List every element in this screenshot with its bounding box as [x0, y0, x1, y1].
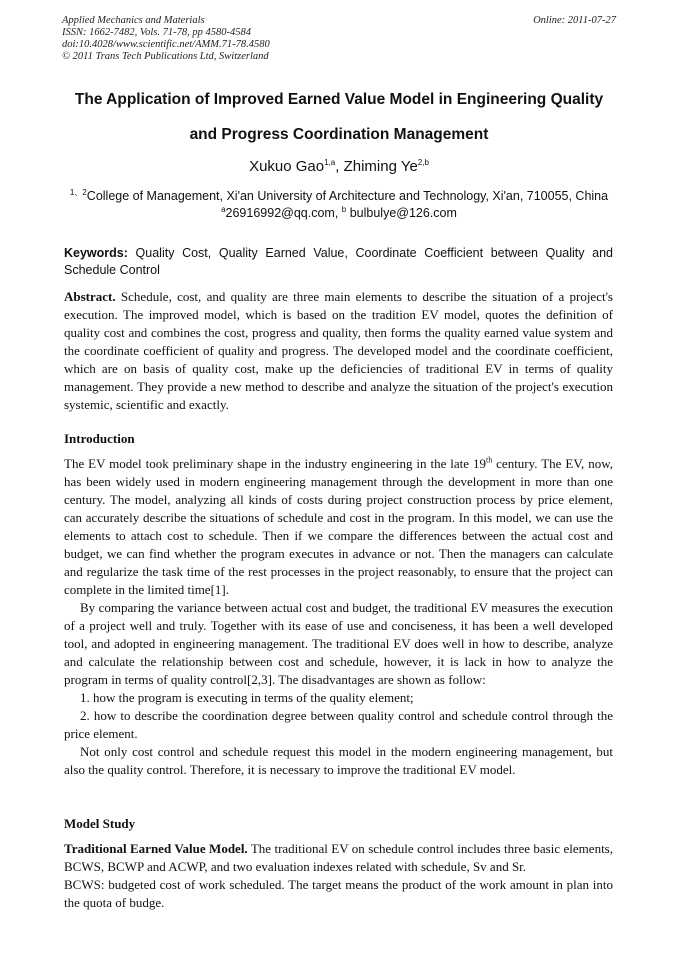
abstract-label: Abstract. — [64, 289, 116, 304]
author-affiliation-mark: 1,a — [324, 158, 336, 167]
paragraph: Traditional Earned Value Model. The traditional EV on schedule control includes three basic elements, BCWS, BCWP and ACWP, and two evaluation indexes related with schedule, Sv and Sr. — [64, 841, 613, 874]
paragraph: The EV model took preliminary shape in the industry engineering in the late 19th century. The EV, now, has been widely used in modern engineering management through the development in more than one century. The model, analyzing all kinds of costs during project construction process by price element, can accurately describe the situations of schedule and cost in the program. In this model, we can use the elements to attach cost to schedule. Then if we compare the differences between the actual cost and budget, we can find whether the program executes in advance or not. Then the managers can calculate and regularize the task time of the rest processes in the project reasonably, to ensure that the project can complete in the limited time[1]. — [64, 455, 613, 597]
affiliation-marks: 1、2 — [69, 187, 87, 197]
author-name: Zhiming Ye — [343, 158, 418, 175]
copyright-line: © 2011 Trans Tech Publications Ltd, Switzerland — [62, 51, 269, 62]
abstract-text: Schedule, cost, and quality are three main elements to describe the situation of a project's execution. The improved model, which is based on the tradition EV model, quotes the definition of quality cost and combines the cost, progress and quality, then forms the quality earned value system and the coordinate coefficient of quality and progress. The developed model and the coordinate coefficient, which are on basis of quality cost, make up the deficiencies of traditional EV in terms of quality management. They provide a new method to describe and analyze the situation of the project's execution systemic, scientific and exactly. — [64, 289, 613, 412]
email-mark: b — [341, 204, 347, 214]
affiliation-text: College of Management, Xi'an University of Architecture and Technology, Xi'an, 710055, China — [86, 189, 609, 203]
paper-title-line-1: The Application of Improved Earned Value Model in Engineering Quality — [74, 91, 604, 108]
paper-title-line-2: and Progress Coordination Management — [189, 126, 489, 143]
doi-line: doi:10.4028/www.scientific.net/AMM.71-78.4580 — [62, 39, 270, 50]
list-item: 1. how the program is executing in terms of the quality element; — [80, 690, 414, 705]
author-separator: , — [335, 158, 344, 175]
paragraph: By comparing the variance between actual cost and budget, the traditional EV measures the execution of a project well and truly. Together with its ease of use and conciseness, it has been a well developed tool, and adopted in engineering management. The traditional EV does well in how to describe, analyze and calculate the relationship between cost and schedule, however, it is lack in how to analyze the program in terms of quality control[2,3]. The disadvantages are shown as follow: — [64, 600, 613, 687]
ordinal-superscript: th — [485, 455, 493, 465]
affiliation — [40, 189, 638, 203]
paragraph: BCWS: budgeted cost of work scheduled. The target means the product of the work amount in plan into the quota of budge. — [64, 877, 613, 910]
author-emails — [40, 206, 638, 220]
section-heading-model-study: Model Study — [64, 816, 136, 831]
list-item: 2. how to describe the coordination degree between quality control and schedule control through the price element. — [64, 708, 613, 741]
section-heading-introduction: Introduction — [64, 431, 135, 446]
issn-line: ISSN: 1662-7482, Vols. 71-78, pp 4580-4584 — [62, 27, 251, 38]
subsection-label: Traditional Earned Value Model. — [64, 841, 248, 856]
introduction-body — [64, 455, 613, 779]
email-mark: a — [221, 204, 226, 214]
model-study-body — [64, 840, 613, 912]
email-address: 26916992@qq.com, — [225, 206, 342, 220]
online-date: Online: 2011-07-27 — [533, 15, 616, 26]
author-name: Xukuo Gao — [249, 158, 325, 175]
author-affiliation-mark: 2,b — [417, 158, 429, 167]
keywords-label: Keywords: — [64, 246, 128, 260]
keywords-text: Quality Cost, Quality Earned Value, Coordinate Coefficient between Quality and Schedule Control — [64, 246, 613, 277]
author-list — [40, 158, 638, 175]
abstract — [64, 288, 613, 414]
email-address: bulbulye@126.com — [346, 206, 457, 220]
keywords — [64, 245, 613, 279]
publication-header — [62, 15, 618, 63]
paragraph: Not only cost control and schedule request this model in the modern engineering management, but also the quality control. Therefore, it is necessary to improve the traditional EV model. — [64, 744, 613, 777]
journal-name: Applied Mechanics and Materials — [62, 15, 205, 26]
